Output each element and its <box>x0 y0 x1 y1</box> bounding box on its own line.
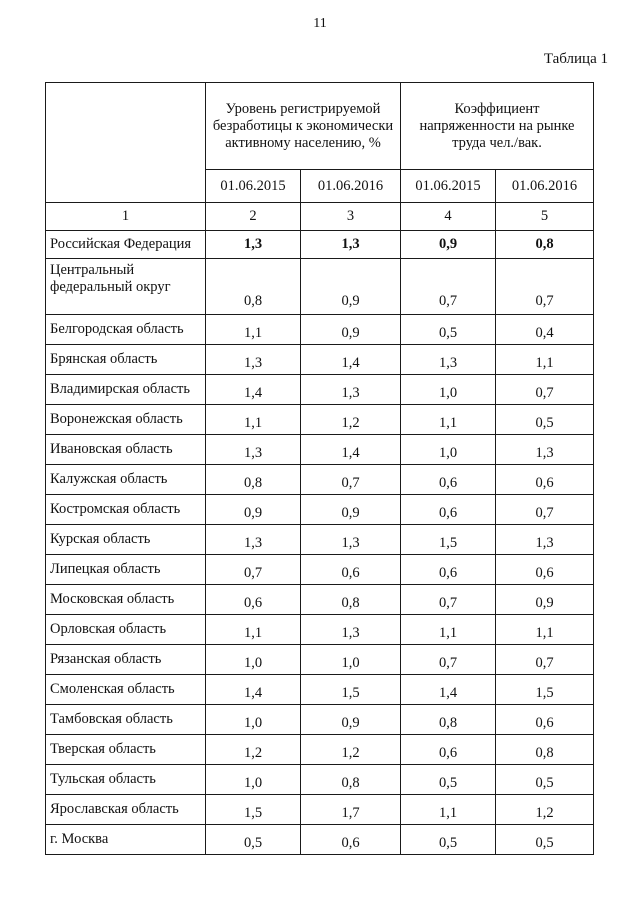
value-cell: 1,2 <box>496 795 594 825</box>
table-row <box>46 825 594 855</box>
value-cell: 1,3 <box>301 231 401 259</box>
value-cell: 1,4 <box>206 675 301 705</box>
value-cell: 1,1 <box>401 405 496 435</box>
value-cell: 0,7 <box>496 375 594 405</box>
value-cell: 1,1 <box>496 345 594 375</box>
column-number: 5 <box>496 203 594 231</box>
table-row <box>46 405 594 435</box>
table-caption: Таблица 1 <box>543 51 608 67</box>
table-row <box>46 555 594 585</box>
value-cell: 0,7 <box>301 465 401 495</box>
value-cell: 1,0 <box>206 645 301 675</box>
value-cell: 1,5 <box>301 675 401 705</box>
value-cell: 1,0 <box>206 705 301 735</box>
region-name: Московская область <box>46 585 206 615</box>
value-cell: 0,9 <box>496 585 594 615</box>
value-cell: 0,5 <box>401 315 496 345</box>
value-cell: 0,8 <box>206 465 301 495</box>
column-number: 2 <box>206 203 301 231</box>
table-row <box>46 615 594 645</box>
column-number-row <box>46 203 594 231</box>
value-cell: 1,4 <box>206 375 301 405</box>
value-cell: 0,7 <box>206 555 301 585</box>
table-row <box>46 795 594 825</box>
value-cell: 0,9 <box>301 259 401 315</box>
table-row <box>46 345 594 375</box>
value-cell: 1,1 <box>401 615 496 645</box>
value-cell: 1,3 <box>496 525 594 555</box>
unemployment-table <box>45 82 594 855</box>
column-number: 3 <box>301 203 401 231</box>
value-cell: 0,5 <box>206 825 301 855</box>
value-cell: 0,8 <box>301 585 401 615</box>
value-cell: 0,9 <box>206 495 301 525</box>
value-cell: 1,3 <box>206 231 301 259</box>
column-number: 1 <box>46 203 206 231</box>
table-row <box>46 735 594 765</box>
value-cell: 1,2 <box>301 735 401 765</box>
value-cell: 1,3 <box>301 615 401 645</box>
region-name: Ивановская область <box>46 435 206 465</box>
column-number: 4 <box>401 203 496 231</box>
value-cell: 1,1 <box>206 315 301 345</box>
region-name: Орловская область <box>46 615 206 645</box>
value-cell: 1,0 <box>401 375 496 405</box>
value-cell: 1,4 <box>301 435 401 465</box>
table-row <box>46 645 594 675</box>
tension-header: Коэффициент напряженности на рынке труда чел./вак. <box>401 83 594 170</box>
value-cell: 0,6 <box>206 585 301 615</box>
date-header: 01.06.2015 <box>401 170 496 203</box>
value-cell: 0,8 <box>301 765 401 795</box>
value-cell: 0,6 <box>496 555 594 585</box>
value-cell: 1,0 <box>401 435 496 465</box>
value-cell: 1,3 <box>301 525 401 555</box>
table-row <box>46 465 594 495</box>
value-cell: 0,6 <box>401 495 496 525</box>
value-cell: 0,6 <box>496 705 594 735</box>
region-name: Тверская область <box>46 735 206 765</box>
value-cell: 1,5 <box>401 525 496 555</box>
region-name: Белгородская область <box>46 315 206 345</box>
region-name: Курская область <box>46 525 206 555</box>
value-cell: 0,7 <box>496 495 594 525</box>
region-name: Липецкая область <box>46 555 206 585</box>
value-cell: 1,3 <box>401 345 496 375</box>
value-cell: 1,0 <box>301 645 401 675</box>
value-cell: 0,7 <box>496 259 594 315</box>
value-cell: 1,4 <box>401 675 496 705</box>
value-cell: 1,3 <box>206 345 301 375</box>
value-cell: 1,2 <box>206 735 301 765</box>
value-cell: 0,9 <box>401 231 496 259</box>
region-name: Калужская область <box>46 465 206 495</box>
region-name: Владимирская область <box>46 375 206 405</box>
region-name: Ярославская область <box>46 795 206 825</box>
value-cell: 0,7 <box>401 585 496 615</box>
value-cell: 1,3 <box>206 435 301 465</box>
region-header-cell <box>46 83 206 203</box>
table-row <box>46 675 594 705</box>
table-row <box>46 495 594 525</box>
value-cell: 0,4 <box>496 315 594 345</box>
table-row <box>46 435 594 465</box>
region-name: Тамбовская область <box>46 705 206 735</box>
value-cell: 1,5 <box>206 795 301 825</box>
date-header: 01.06.2015 <box>206 170 301 203</box>
value-cell: 0,5 <box>401 825 496 855</box>
region-name: Рязанская область <box>46 645 206 675</box>
value-cell: 1,1 <box>496 615 594 645</box>
table-row <box>46 765 594 795</box>
page-number: 11 <box>313 16 327 31</box>
value-cell: 0,9 <box>301 315 401 345</box>
date-header: 01.06.2016 <box>301 170 401 203</box>
value-cell: 0,6 <box>301 555 401 585</box>
value-cell: 0,8 <box>401 705 496 735</box>
value-cell: 0,5 <box>496 825 594 855</box>
value-cell: 1,1 <box>401 795 496 825</box>
value-cell: 0,8 <box>496 231 594 259</box>
table-row <box>46 375 594 405</box>
value-cell: 1,2 <box>301 405 401 435</box>
region-name: Российская Федерация <box>46 231 206 259</box>
value-cell: 1,1 <box>206 405 301 435</box>
value-cell: 0,6 <box>496 465 594 495</box>
table-row <box>46 525 594 555</box>
value-cell: 0,6 <box>401 555 496 585</box>
region-name: Центральный федеральный округ <box>46 259 206 315</box>
value-cell: 0,7 <box>401 259 496 315</box>
region-name: Тульская область <box>46 765 206 795</box>
value-cell: 1,3 <box>301 375 401 405</box>
value-cell: 0,8 <box>206 259 301 315</box>
date-header: 01.06.2016 <box>496 170 594 203</box>
value-cell: 0,5 <box>496 765 594 795</box>
value-cell: 1,3 <box>206 525 301 555</box>
value-cell: 0,7 <box>401 645 496 675</box>
region-name: Смоленская область <box>46 675 206 705</box>
value-cell: 1,3 <box>496 435 594 465</box>
value-cell: 0,9 <box>301 705 401 735</box>
value-cell: 0,5 <box>401 765 496 795</box>
region-name: г. Москва <box>46 825 206 855</box>
value-cell: 1,0 <box>206 765 301 795</box>
value-cell: 0,7 <box>496 645 594 675</box>
value-cell: 0,8 <box>496 735 594 765</box>
value-cell: 0,9 <box>301 495 401 525</box>
region-name: Костромская область <box>46 495 206 525</box>
value-cell: 0,6 <box>401 465 496 495</box>
region-name: Воронежская область <box>46 405 206 435</box>
value-cell: 0,5 <box>496 405 594 435</box>
value-cell: 1,5 <box>496 675 594 705</box>
table-row <box>46 705 594 735</box>
unemployment-header: Уровень регистрируемой безработицы к экономически активному населению, % <box>206 83 401 170</box>
value-cell: 0,6 <box>301 825 401 855</box>
value-cell: 1,1 <box>206 615 301 645</box>
region-name: Брянская область <box>46 345 206 375</box>
value-cell: 0,6 <box>401 735 496 765</box>
value-cell: 1,7 <box>301 795 401 825</box>
table-row <box>46 259 594 315</box>
table-row <box>46 585 594 615</box>
table-row <box>46 315 594 345</box>
table-row <box>46 231 594 259</box>
value-cell: 1,4 <box>301 345 401 375</box>
